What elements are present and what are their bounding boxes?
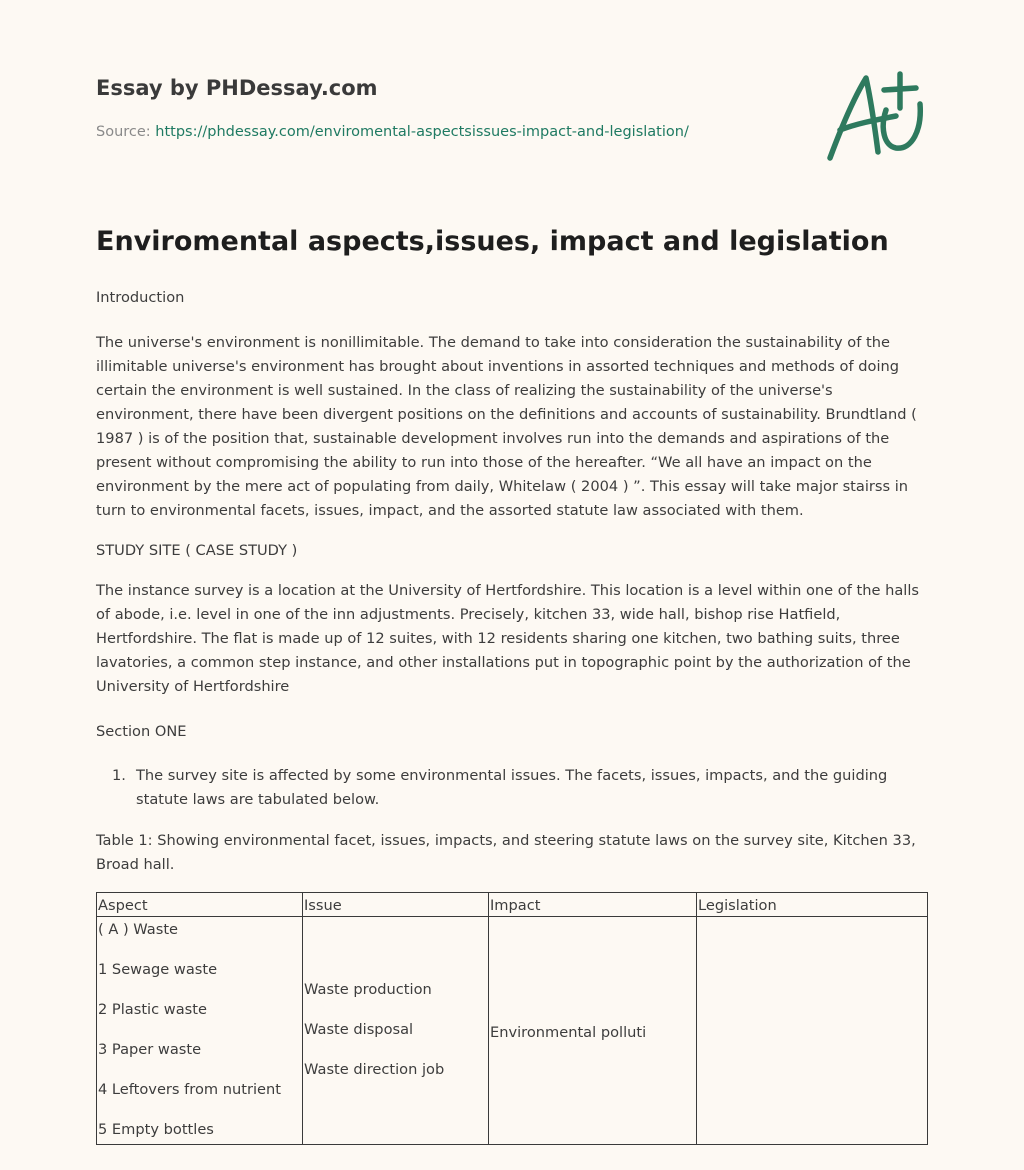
source-label: Source: bbox=[96, 124, 156, 140]
aspect-cell bbox=[97, 917, 303, 1145]
issue-cell bbox=[303, 917, 489, 1145]
list-item-text: The survey site is affected by some environmental issues. The facets, issues, impacts, and the guiding statute laws are tabulated below. bbox=[136, 767, 888, 808]
aspect-item: 5 Empty bottles bbox=[98, 1121, 214, 1138]
table-caption: Table 1: Showing environmental facet, issues, impacts, and steering statute laws on the survey site, Kitchen 33, Broad hall. bbox=[96, 832, 916, 873]
list-number: 1. bbox=[112, 767, 126, 784]
header-aspect: Aspect bbox=[97, 893, 303, 917]
source-line bbox=[96, 124, 689, 140]
issue-item: Waste disposal bbox=[304, 1021, 414, 1038]
table-header-row bbox=[97, 893, 928, 917]
aspect-item: 2 Plastic waste bbox=[98, 1001, 207, 1018]
a-plus-logo-icon bbox=[820, 66, 930, 166]
study-site-paragraph: The instance survey is a location at the University of Hertfordshire. This location is a level within one of the halls of abode, i.e. level in one of the inn adjustments. Precisely, kitchen 33, wide hall, bishop rise Hatfield, Hertfordshire. The flat is made up of 12 suites, with 12 residents sharing one kitchen, two bathing suits, three lavatories, a common step instance, and other installations put in topographic point by the authorization of the University of Hertfordshire bbox=[96, 582, 919, 695]
issue-item: Waste production bbox=[304, 981, 432, 998]
aspect-item: ( A ) Waste bbox=[98, 921, 179, 938]
list-item bbox=[112, 764, 922, 812]
aspect-item: 3 Paper waste bbox=[98, 1041, 202, 1058]
impact-cell: Environmental polluti bbox=[489, 917, 697, 1145]
table-row bbox=[97, 917, 928, 1145]
source-link[interactable]: https://phdessay.com/enviromental-aspectsissues-impact-and-legislation/ bbox=[155, 124, 689, 140]
section-heading: Section ONE bbox=[96, 723, 187, 740]
header-issue: Issue bbox=[303, 893, 489, 917]
header-legislation: Legislation bbox=[697, 893, 928, 917]
aspects-table bbox=[96, 892, 928, 1145]
article-title: Enviromental aspects,issues, impact and legislation bbox=[96, 226, 889, 257]
intro-heading: Introduction bbox=[96, 289, 185, 306]
aspect-item: 1 Sewage waste bbox=[98, 961, 218, 978]
header-impact: Impact bbox=[489, 893, 697, 917]
brand-title: Essay by PHDessay.com bbox=[96, 76, 378, 100]
legislation-cell bbox=[697, 917, 928, 1145]
study-site-heading: STUDY SITE ( CASE STUDY ) bbox=[96, 542, 298, 559]
intro-paragraph: The universe's environment is nonillimitable. The demand to take into consideration the sustainability of the illimitable universe's environment has brought about inventions in assorted techniques and methods of doing certain the environment is well sustained. In the class of realizing the sustainability of the universe's environment, there have been divergent positions on the definitions and accounts of sustainability. Brundtland ( 1987 ) is of the position that, sustainable development involves run into the demands and aspirations of the present without compromising the ability to run into those of the hereafter. “We all have an impact on the environment by the mere act of populating from daily, Whitelaw ( 2004 ) ”. This essay will take major stairss in turn to environmental facets, issues, impact, and the assorted statute law associated with them. bbox=[96, 334, 917, 519]
issue-item: Waste direction job bbox=[304, 1061, 445, 1078]
aspect-item: 4 Leftovers from nutrient bbox=[98, 1081, 281, 1098]
